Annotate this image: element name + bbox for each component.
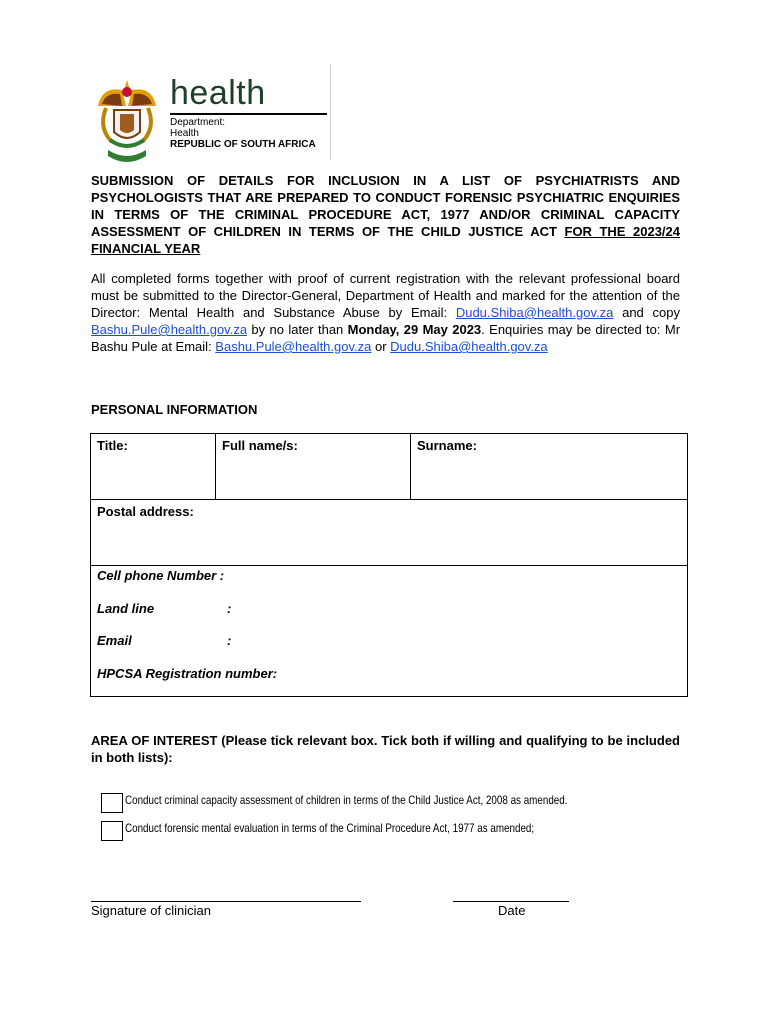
personal-info-heading: PERSONAL INFORMATION: [91, 402, 258, 417]
intro-text-1: All completed forms together with proof of current registration with the relevant professional board must be submitted to the Director-General, Department of Health and marked for the attention of the Director: Mental Health and Substance Abuse by Email:: [91, 271, 680, 320]
postal-label: Postal address:: [97, 504, 194, 519]
email-link-bashu[interactable]: Bashu.Pule@health.gov.za: [91, 322, 248, 337]
surname-label: Surname:: [417, 438, 477, 453]
signature-label: Signature of clinician: [91, 903, 211, 918]
intro-text-3: by no later than: [247, 322, 348, 337]
coat-of-arms-logo: [92, 76, 162, 172]
dept-line-1: Department:: [170, 117, 226, 128]
document-title: [91, 172, 680, 257]
email-link-bashu-2[interactable]: Bashu.Pule@health.gov.za: [215, 339, 372, 354]
personal-info-table: [90, 433, 688, 697]
title-field[interactable]: [91, 434, 216, 500]
landline-colon: :: [227, 601, 232, 616]
health-brand-underline: [170, 113, 327, 115]
title-label: Title:: [97, 438, 128, 453]
signature-line[interactable]: [91, 901, 361, 902]
hpcsa-label: HPCSA Registration number:: [97, 666, 278, 681]
landline-label: Land line: [97, 601, 155, 616]
date-label: Date: [498, 903, 526, 918]
fullname-label: Full name/s:: [222, 438, 298, 453]
criminal-procedure-checkbox[interactable]: [101, 821, 123, 841]
date-line[interactable]: [453, 901, 569, 902]
email-colon: :: [227, 633, 232, 648]
child-justice-checkbox[interactable]: [101, 793, 123, 813]
header-divider: [330, 64, 331, 160]
criminal-procedure-option-label: Conduct forensic mental evaluation in terms of the Criminal Procedure Act, 1977 as amended;: [125, 821, 535, 835]
intro-text-5: or: [371, 339, 391, 354]
health-brand-word: health: [170, 74, 266, 112]
intro-text-4: . Enquiries may be directed to: Mr Bashu Pule at Email:: [91, 322, 681, 354]
child-justice-option-label: Conduct criminal capacity assessment of children in terms of the Child Justice Act, 2008 as amended.: [125, 793, 568, 807]
title-text: SUBMISSION OF DETAILS FOR INCLUSION IN A LIST OF PSYCHIATRISTS AND PSYCHOLOGISTS THAT ARE PREPARED TO CONDUCT FORENSIC PSYCHIATRIC ENQUIRIES IN TERMS OF THE CRIMINAL PROCEDURE ACT, 1977 AND/OR CRIMINAL CAPACITY ASSESSMENT OF CHILDREN IN TERMS OF THE CHILD JUSTICE ACT: [91, 173, 680, 239]
email-link-dudu[interactable]: Dudu.Shiba@health.gov.za: [455, 305, 614, 320]
postal-address-field[interactable]: [91, 500, 688, 566]
cell-phone-label: Cell phone Number :: [97, 568, 225, 583]
email-link-dudu-2[interactable]: Dudu.Shiba@health.gov.za: [390, 339, 548, 354]
intro-text-2: and copy: [613, 305, 680, 320]
email-label: Email: [97, 633, 132, 648]
dept-line-2: Health: [170, 128, 199, 139]
title-underlined: FOR THE 2023/24 FINANCIAL YEAR: [91, 224, 680, 256]
deadline: Monday, 29 May 2023: [347, 322, 482, 337]
surname-field[interactable]: [411, 434, 688, 500]
fullname-field[interactable]: [216, 434, 411, 500]
area-of-interest-heading: AREA OF INTEREST (Please tick relevant box. Tick both if willing and qualifying to be included in both lists):: [91, 733, 680, 765]
dept-line-3: REPUBLIC OF SOUTH AFRICA: [170, 139, 316, 150]
intro-paragraph: [91, 270, 680, 355]
